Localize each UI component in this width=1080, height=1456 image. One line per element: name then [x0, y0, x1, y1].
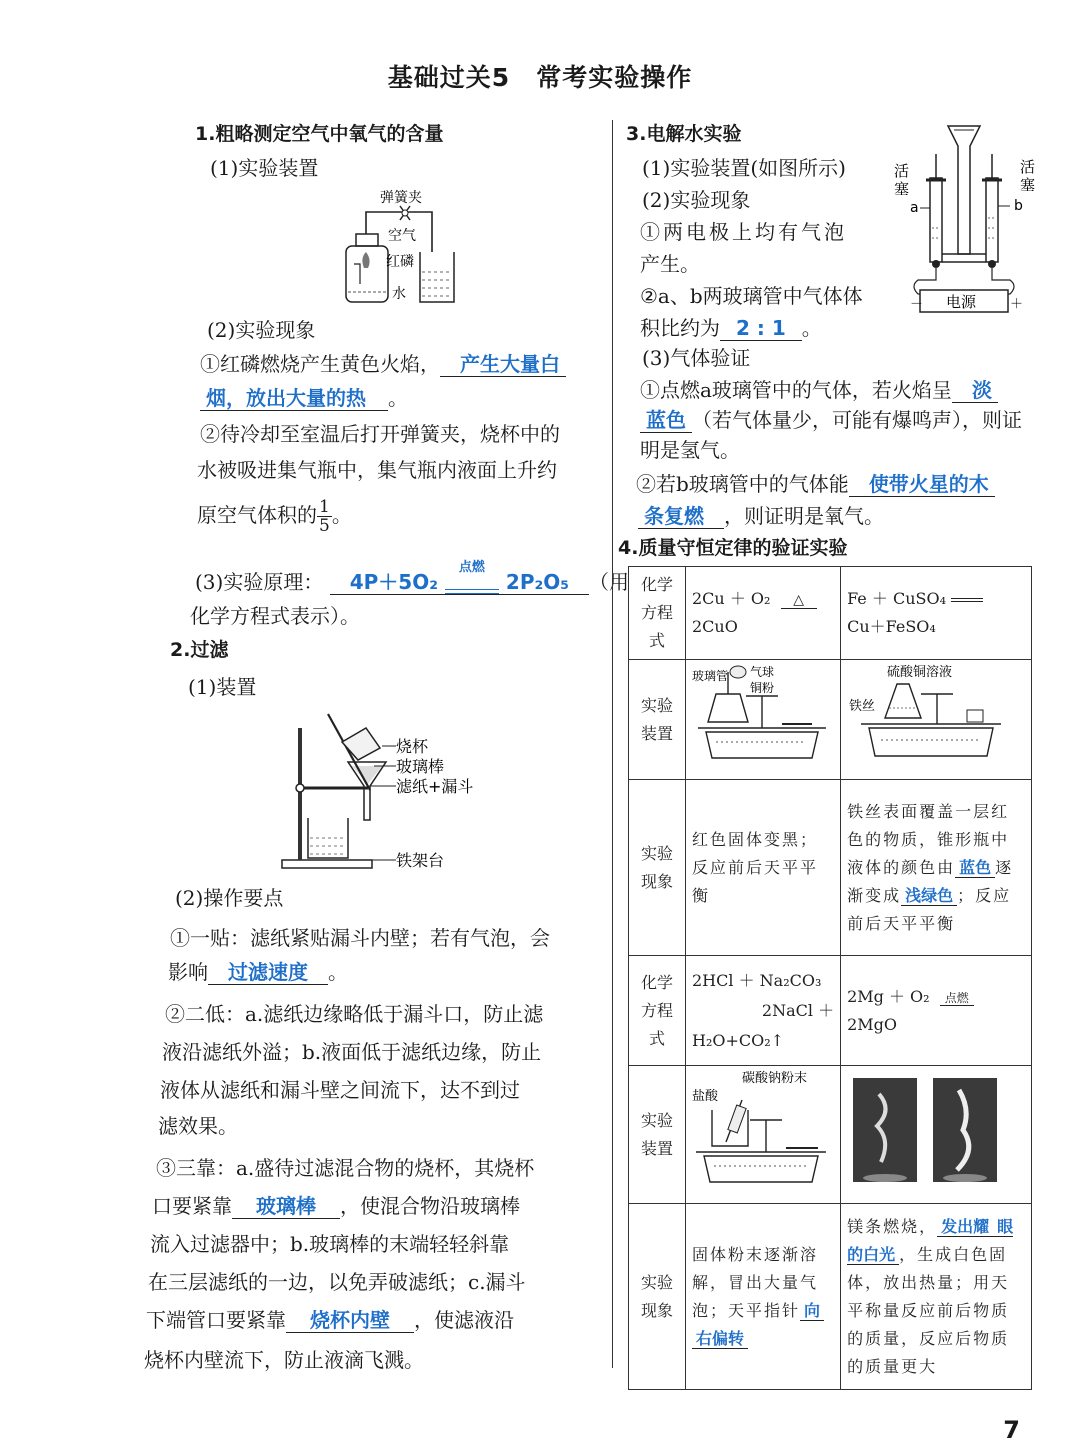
s2-sub2: (2)操作要点 [175, 886, 284, 910]
s2-sub1: (1)装置 [188, 675, 257, 699]
answer-relight-splint-a: 使带火星的木 [849, 472, 995, 497]
cell-eq-iron: Fe ＋ CuSO₄ Cu＋FeSO₄ [841, 567, 1032, 660]
cell-phenomenon-na2co3: 固体粉末逐渐溶解，冒出大量气泡；天平指针 向右偏转 [686, 1204, 841, 1390]
fig3-label-plus: ＋ [1010, 297, 1024, 312]
section-2-heading: 2.过滤 [170, 639, 229, 661]
page-title: 基础过关5 常考实验操作 [387, 63, 693, 92]
s1-principle-line1: (3)实验原理： 4P＋5O₂ 点燃 2P₂O₅ （用 [195, 560, 630, 594]
table-row [629, 956, 1032, 1066]
s3-verify-1-line2: 蓝色 （若气体量少，可能有爆鸣声），则证 [640, 406, 1022, 434]
s1-sub1: (1)实验装置 [210, 156, 319, 180]
answer-right-b: 右偏转 [692, 1329, 748, 1349]
fig-copper-label-balloon: 气球 [750, 665, 775, 679]
fig3-label-stopcock-left-1: 活 [894, 162, 910, 180]
answer-filter-speed: 过滤速度 [208, 960, 328, 985]
s1-phenomenon-2-line2: 水被吸进集气瓶中，集气瓶内液面上升约 [197, 458, 557, 482]
row-label-apparatus: 实验装置 [629, 660, 686, 780]
s1-phenomenon-1-line1: ①红磷燃烧产生黄色火焰， 产生大量白 [200, 350, 566, 378]
page-number: 7 [1003, 1416, 1020, 1444]
s1-principle-line2: 化学方程式表示）。 [190, 604, 360, 628]
cell-phenomenon-iron: 铁丝表面覆盖一层红色的物质，锥形瓶中液体的颜色由 蓝色 逐渐变成 浅绿色 ；反应前后天平平衡 [841, 780, 1032, 956]
fig3-label-stopcock-right-1: 活 [1020, 158, 1036, 176]
fig3-label-b: b [1014, 198, 1023, 214]
s1-phenomenon-2-line1: ②待冷却至室温后打开弹簧夹，烧杯中的 [200, 422, 560, 446]
s2-point-a-line2: 影响 过滤速度 。 [168, 960, 348, 984]
column-divider [612, 120, 613, 1368]
fig3-label-a: a [910, 200, 919, 216]
s1-phenomenon-1-line2: 烟，放出大量的热 。 [200, 384, 408, 412]
section-1-heading: 1.粗略测定空气中氧气的含量 [195, 123, 444, 145]
s3-phenomenon-1-line1: ①两电极上均有气泡 [640, 220, 847, 244]
answer-glass-rod: 玻璃棒 [232, 1194, 340, 1219]
fig1-label-air: 空气 [388, 228, 416, 244]
answer-dense-smoke-a: 产生大量白 [440, 352, 566, 377]
cell-fig-na2co3 [686, 1066, 841, 1204]
fig1-label-red-phosphorus: 红磷 [386, 254, 414, 270]
cell-fig-mg [841, 1066, 1032, 1204]
cell-eq-hcl: 2HCl ＋ Na₂CO₃ 2NaCl ＋ H₂O+CO₂↑ [686, 956, 841, 1066]
fig3-label-power: 电源 [946, 293, 977, 311]
s2-point-c-line4: 在三层滤纸的一边，以免弄破滤纸；c.漏斗 [148, 1270, 526, 1294]
answer-pale-blue-b: 蓝色 [640, 408, 692, 433]
cell-phenomenon-copper: 红色固体变黑；反应前后天平平衡 [686, 780, 841, 956]
oxygen-apparatus-figure [330, 188, 480, 312]
row-label-phenomenon-2: 实验现象 [629, 1204, 686, 1390]
fig2-label-glass-rod: 玻璃棒 [396, 757, 445, 776]
cell-eq-mg: 2Mg ＋ O₂ 点燃 2MgO [841, 956, 1032, 1066]
filtration-figure [278, 710, 488, 878]
fig2-label-filter-funnel: 滤纸+漏斗 [396, 777, 474, 796]
cell-fig-iron [841, 660, 1032, 780]
s2-point-b-line2: 液沿滤纸外溢；b.液面低于滤纸边缘，防止 [162, 1040, 542, 1064]
fig3-label-stopcock-right-2: 塞 [1020, 176, 1036, 194]
fig-copper-label-tube: 玻璃管 [692, 669, 729, 683]
s3-verify-1-line1: ①点燃a玻璃管中的气体，若火焰呈 淡 [640, 376, 998, 404]
s3-sub2: (2)实验现象 [642, 188, 751, 212]
fig3-label-stopcock-left-2: 塞 [894, 180, 910, 198]
cell-eq-copper: 2Cu ＋ O₂ △ 2CuO [686, 567, 841, 660]
magnesium-photos [843, 1070, 1013, 1190]
s2-point-b-line1: ②二低：a.滤纸边缘略低于漏斗口，防止滤 [165, 1002, 544, 1026]
s3-phenomenon-1-line2: 产生。 [640, 252, 700, 276]
table-row [629, 780, 1032, 956]
row-label-equation: 化学方程式 [629, 567, 686, 660]
table-row [629, 567, 1032, 660]
fig-copper-label-copper: 铜粉 [750, 681, 775, 695]
section-4-heading: 4.质量守恒定律的验证实验 [618, 537, 848, 559]
s3-phenomenon-2-line1: ②a、b两玻璃管中气体体 [640, 284, 863, 308]
answer-volume-ratio: 2 : 1 [720, 316, 802, 341]
s3-sub1: (1)实验装置(如图所示) [642, 156, 846, 180]
s2-point-a-line1: ①一贴：滤纸紧贴漏斗内壁；若有气泡，会 [170, 926, 550, 950]
fig2-label-beaker: 烧杯 [396, 737, 429, 756]
s2-point-c-line5: 下端管口要紧靠 烧杯内壁 ，使滤液沿 [146, 1308, 514, 1332]
s2-point-c-line6: 烧杯内壁流下，防止液滴飞溅。 [144, 1348, 424, 1372]
table-row [629, 1066, 1032, 1204]
fig1-label-water: 水 [392, 286, 406, 302]
s2-point-c-line1: ③三靠：a.盛待过滤混合物的烧杯，其烧杯 [156, 1156, 535, 1180]
fig2-label-iron-stand: 铁架台 [396, 851, 445, 870]
s3-verify-2-line2: 条复燃 ，则证明是氧气。 [638, 502, 884, 530]
fig-iron-label-solution: 硫酸铜溶液 [887, 665, 953, 680]
answer-relight-splint-b: 条复燃 [638, 504, 724, 529]
s2-point-c-line2: 口要紧靠 玻璃棒 ，使混合物沿玻璃棒 [152, 1194, 520, 1218]
row-label-phenomenon: 实验现象 [629, 780, 686, 956]
s1-sub2: (2)实验现象 [207, 318, 316, 342]
answer-beaker-wall: 烧杯内壁 [286, 1308, 414, 1333]
table-row [629, 660, 1032, 780]
fig-iron-label-wire: 铁丝 [849, 699, 876, 714]
answer-light-green: 浅绿色 [901, 886, 957, 906]
s3-sub3: (3)气体验证 [642, 346, 751, 370]
electrolysis-figure [890, 118, 1040, 318]
copper-balance-figure [686, 660, 836, 770]
answer-right-a: 向 [800, 1301, 824, 1321]
table-row [629, 1204, 1032, 1390]
row-label-apparatus-2: 实验装置 [629, 1066, 686, 1204]
fig1-label-spring-clip: 弹簧夹 [380, 190, 422, 206]
s2-point-c-line3: 流入过滤器中；b.玻璃棒的末端轻轻斜靠 [150, 1232, 510, 1256]
s3-verify-1-line3: 明是氢气。 [640, 438, 740, 462]
fraction-one-fifth: $\frac{1}{5}$ [319, 497, 330, 536]
fig-na2co3-label-hcl: 盐酸 [692, 1089, 719, 1104]
fig3-label-minus: － [910, 297, 924, 312]
answer-pale-blue-a: 淡 [952, 378, 998, 403]
cell-phenomenon-mg: 镁条燃烧， 发出耀 眼的白光 ，生成白色固体，放出热量；用天平称量反应前后物质的质量，反应后物质的质量更大 [841, 1204, 1032, 1390]
row-label-equation-2: 化学方程式 [629, 956, 686, 1066]
iron-balance-figure [841, 660, 1021, 770]
mass-conservation-table [628, 566, 1032, 1390]
na2co3-balance-figure [686, 1066, 836, 1194]
answer-dazzling-light-b: 眼的白光 [847, 1216, 1014, 1264]
answer-dense-smoke-b: 烟，放出大量的热 [200, 386, 388, 411]
s3-verify-2-line1: ②若b玻璃管中的气体能 使带火星的木 [636, 470, 995, 498]
s2-point-b-line3: 液体从滤纸和漏斗壁之间流下，达不到过 [160, 1078, 520, 1102]
answer-dazzling-light-a: 发出耀 [937, 1217, 993, 1237]
cell-fig-copper [686, 660, 841, 780]
s2-point-b-line4: 滤效果。 [158, 1114, 238, 1138]
s1-phenomenon-2-line3: 原空气体积的 $\frac{1}{5}$ 。 [197, 497, 352, 536]
section-3-heading: 3.电解水实验 [626, 123, 742, 145]
fig-na2co3-label-powder: 碳酸钠粉末 [742, 1071, 808, 1086]
answer-phosphorus-equation: 4P＋5O₂ 点燃 2P₂O₅ [330, 570, 589, 595]
s3-phenomenon-2-line2: 积比约为 2 : 1 。 [640, 316, 822, 340]
answer-blue: 蓝色 [955, 858, 995, 878]
